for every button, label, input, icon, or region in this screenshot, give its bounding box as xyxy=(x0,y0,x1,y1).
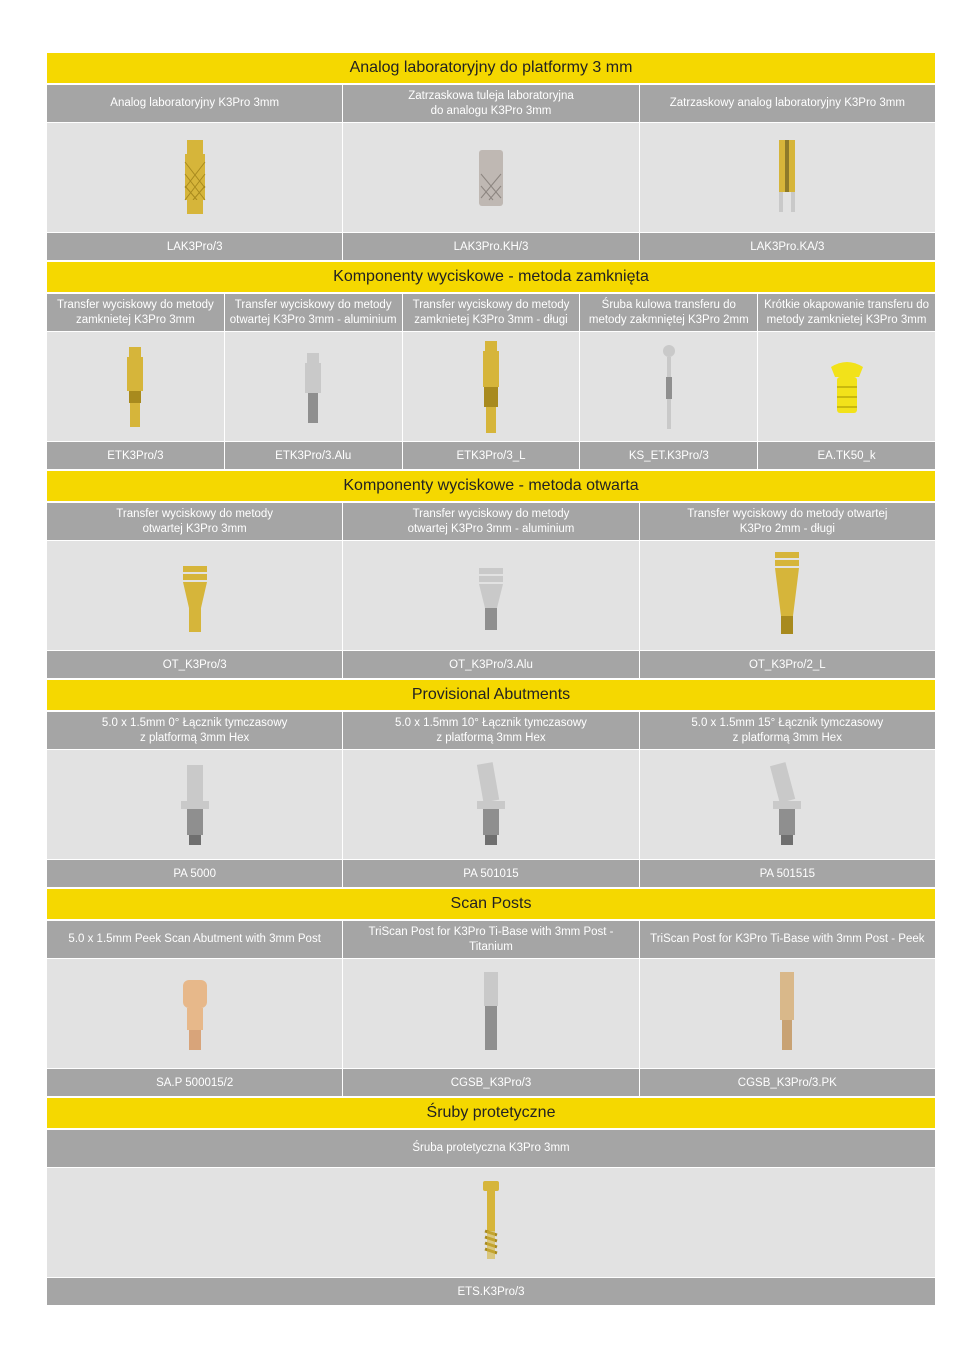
product-code: PA 501015 xyxy=(343,860,639,889)
product-label: Transfer wyciskowy do metody otwartej K3Pro 3mm - aluminium xyxy=(343,503,639,541)
product-label: TriScan Post for K3Pro Ti-Base with 3mm Post - Titanium xyxy=(343,921,639,959)
abutment-10-icon xyxy=(461,755,521,855)
section-title: Provisional Abutments xyxy=(47,680,935,712)
catalog-section xyxy=(47,680,935,889)
product-label: 5.0 x 1.5mm 15° Łącznik tymczasowy z platformą 3mm Hex xyxy=(640,712,935,750)
titanium-scan-post-icon xyxy=(461,964,521,1064)
product-label: Zatrzaskowy analog laboratoryjny K3Pro 3mm xyxy=(640,85,935,123)
product-code: PA 501515 xyxy=(640,860,935,889)
product-image xyxy=(343,959,639,1069)
product-label: Transfer wyciskowy do metody otwartej K3Pro 3mm xyxy=(47,503,343,541)
peek-scan-post-icon xyxy=(757,964,817,1064)
product-image xyxy=(343,123,639,233)
product-image xyxy=(640,750,935,860)
product-image xyxy=(758,332,935,442)
product-image xyxy=(47,541,343,651)
section-title: Komponenty wyciskowe - metoda zamknięta xyxy=(47,262,935,294)
product-label: Transfer wyciskowy do metody zamknietej K3Pro 3mm - długi xyxy=(403,294,581,332)
gold-transfer-icon xyxy=(105,337,165,437)
product-code: ETK3Pro/3.Alu xyxy=(225,442,403,471)
gold-lab-analog-icon xyxy=(165,128,225,228)
product-code: LAK3Pro.KH/3 xyxy=(343,233,639,262)
section-title: Śruby protetyczne xyxy=(47,1098,935,1130)
product-code: LAK3Pro/3 xyxy=(47,233,343,262)
product-label: 5.0 x 1.5mm 10° Łącznik tymczasowy z platformą 3mm Hex xyxy=(343,712,639,750)
ball-screw-icon xyxy=(639,337,699,437)
product-label: TriScan Post for K3Pro Ti-Base with 3mm Post - Peek xyxy=(640,921,935,959)
product-label: Transfer wyciskowy do metody otwartej K3Pro 2mm - długi xyxy=(640,503,935,541)
product-code: PA 5000 xyxy=(47,860,343,889)
product-code: OT_K3Pro/3 xyxy=(47,651,343,680)
catalog-section xyxy=(47,471,935,680)
catalog-section xyxy=(47,1098,935,1307)
product-image xyxy=(640,123,935,233)
product-label: 5.0 x 1.5mm Peek Scan Abutment with 3mm Post xyxy=(47,921,343,959)
product-label: 5.0 x 1.5mm 0° Łącznik tymczasowy z platformą 3mm Hex xyxy=(47,712,343,750)
product-label: Krótkie okapowanie transferu do metody zamknietej K3Pro 3mm xyxy=(758,294,935,332)
product-code: OT_K3Pro/2_L xyxy=(640,651,935,680)
product-code: LAK3Pro.KA/3 xyxy=(640,233,935,262)
product-code: CGSB_K3Pro/3.PK xyxy=(640,1069,935,1098)
product-label: Transfer wyciskowy do metody otwartej K3Pro 3mm - aluminium xyxy=(225,294,403,332)
yellow-cap-icon xyxy=(817,337,877,437)
product-code: ETS.K3Pro/3 xyxy=(47,1278,935,1307)
product-code: ETK3Pro/3_L xyxy=(403,442,581,471)
product-code: SA.P 500015/2 xyxy=(47,1069,343,1098)
product-label: Śruba protetyczna K3Pro 3mm xyxy=(47,1130,935,1168)
product-image xyxy=(225,332,403,442)
open-transfer-long-icon xyxy=(757,546,817,646)
product-label: Transfer wyciskowy do metody zamknietej K3Pro 3mm xyxy=(47,294,225,332)
product-code: KS_ET.K3Pro/3 xyxy=(580,442,758,471)
product-code: EA.TK50_k xyxy=(758,442,935,471)
section-title: Komponenty wyciskowe - metoda otwarta xyxy=(47,471,935,503)
sleeve-icon xyxy=(461,128,521,228)
product-image xyxy=(343,541,639,651)
product-image xyxy=(580,332,758,442)
product-image xyxy=(47,332,225,442)
peek-scan-icon xyxy=(165,964,225,1064)
product-image xyxy=(47,750,343,860)
product-code: CGSB_K3Pro/3 xyxy=(343,1069,639,1098)
prosthetic-screw-icon xyxy=(461,1173,521,1273)
abutment-15-icon xyxy=(757,755,817,855)
catalog-table xyxy=(47,53,935,1307)
product-image xyxy=(47,1168,935,1278)
product-image xyxy=(640,541,935,651)
catalog-section xyxy=(47,53,935,262)
product-image xyxy=(640,959,935,1069)
product-label: Zatrzaskowa tuleja laboratoryjna do analogu K3Pro 3mm xyxy=(343,85,639,123)
open-transfer-alu-icon xyxy=(461,546,521,646)
product-label: Śruba kulowa transferu do metody zakmniętej K3Pro 2mm xyxy=(580,294,758,332)
long-transfer-icon xyxy=(461,337,521,437)
section-title: Analog laboratoryjny do platformy 3 mm xyxy=(47,53,935,85)
snap-analog-icon xyxy=(757,128,817,228)
catalog-section xyxy=(47,262,935,471)
catalog-section xyxy=(47,889,935,1098)
product-label: Analog laboratoryjny K3Pro 3mm xyxy=(47,85,343,123)
section-title: Scan Posts xyxy=(47,889,935,921)
product-image xyxy=(343,750,639,860)
product-code: ETK3Pro/3 xyxy=(47,442,225,471)
abutment-0-icon xyxy=(165,755,225,855)
product-image xyxy=(47,959,343,1069)
product-image xyxy=(403,332,581,442)
open-transfer-gold-icon xyxy=(165,546,225,646)
product-image xyxy=(47,123,343,233)
product-code: OT_K3Pro/3.Alu xyxy=(343,651,639,680)
alu-transfer-icon xyxy=(283,337,343,437)
